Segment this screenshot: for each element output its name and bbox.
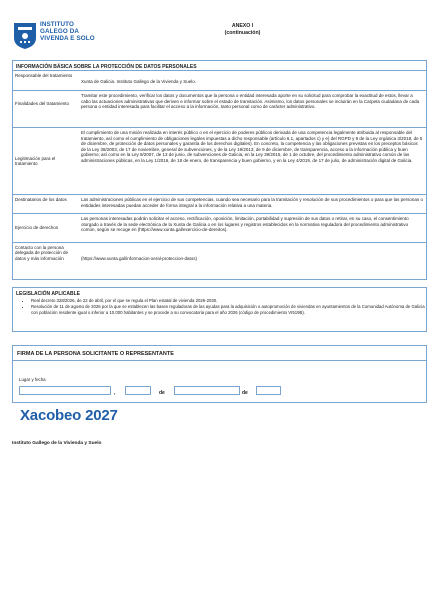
table-row (13, 214, 426, 243)
row-value: Tramitar este procedimiento, verificar los datos y documentos que la persona o entidad interesada aporte en su solicitud para comprobar la exactitud de estos, llevar a cabo las actuaciones administrativas que deriven e informar sobre el estado de tramitación. Asimismo, los datos personales se incluirán en la Carpeta ciudadana de cada persona o entidad interesada para facilitar el acceso a la información, tanto personal como de carácter administrativo. (81, 93, 420, 110)
row-value: (https://www.xunta.gal/informacion-xeral-proteccion-datos) (81, 256, 198, 261)
institution-logo (12, 20, 112, 50)
row-value: El cumplimiento de una misión realizada en interés público o en el ejercicio de poderes públicos derivada de una competencia legalmente atribuida al responsable del tratamiento, así como el cumplimiento de obligaciones legales impuestas a dicho responsable (artículo 6.1, apartados c) y e) del RGPD y 8 de la Ley orgánica 3/2018, de 5 de diciembre, de protección de datos personales y garantía de los derechos digitales). En concreto, la competencia y las obligaciones previstas en los preceptos básicos de la Ley 38/2003, de 17 de noviembre, general de subvenciones, y de la Ley 19/2013, de 9 de diciembre, de transparencia, acceso a la información pública y buen gobierno; así como en la Ley 9/2007, de 13 de junio, de subvenciones de Galicia, en la Ley 39/2015, de 1 de octubre, del procedimiento administrativo común de las administraciones públicas, en la Ley 1/2016, de 18 de enero, de transparencia y buen gobierno, y en la Ley 4/2019, de 17 de julio, de administración digital de Galicia. (81, 130, 423, 163)
data-protection-table (12, 60, 427, 280)
row-label: Ejercicio de derechos (15, 225, 59, 230)
signature-section (12, 345, 427, 403)
xacobeo-logo: Xacobeo 2027 (20, 407, 118, 424)
row-label: Contacto con la persona delegada de protección de datos y más información (15, 245, 69, 261)
row-value: Las personas interesadas podrán solicitar el acceso, rectificación, oposición, limitación, portabilidad y supresión de sus datos o retirar, en su caso, el consentimiento otorgado a través de la sede electrónica de la Xunta de Galicia o en los lugares y registros establecidos en la normativa reguladora del procedimiento administrativo común, según se recoge en (https://www.xunta.gal/exercicio-de-dereitos). (81, 216, 409, 233)
row-label: Finalidades del tratamiento (15, 101, 70, 106)
place-field[interactable] (19, 386, 111, 395)
logo-line: INSTITUTO (40, 21, 75, 28)
separator: de (242, 390, 248, 396)
logo-line: VIVENDA E SOLO (40, 35, 95, 43)
separator: de (159, 390, 165, 396)
table-row (13, 128, 426, 195)
separator: , (114, 390, 116, 396)
logo-text (40, 21, 120, 43)
data-protection-title: INFORMACIÓN BÁSICA SOBRE LA PROTECCIÓN DE DATOS PERSONALES (13, 61, 426, 71)
table-row (13, 91, 426, 128)
divider (13, 360, 426, 361)
logo-line: GALEGO DA (40, 28, 80, 36)
legislation-item: • Real decreto 328/2026, de 22 de abril, por el que se regula el Plan estatal de vivienda 2026-2030. (31, 298, 429, 303)
legislation-list (23, 298, 429, 316)
legislation-item: • Resolución de 11 de agosto de 2026 por la que se establecen las bases reguladoras de las ayudas para la adquisición o autopromoción de viviendas en ayuntamientos de la Comunidad Autónoma de Galicia con población residente igual o inferior a 10.000 habitantes y se procede a su convocatoria para el año 2026 (código de procedimiento VI519B). (31, 304, 429, 315)
legislation-title: LEGISLACIÓN APLICABLE (16, 291, 80, 297)
signature-title: FIRMA DE LA PERSONA SOLICITANTE O REPRESENTANTE (17, 351, 174, 357)
annex-title: ANEXO I (231, 23, 254, 29)
annex-subtitle: (continuación) (224, 30, 261, 36)
row-label: Legitimación para el tratamiento (15, 156, 56, 167)
footer-institution: Instituto Gallego de la Vivienda y Suelo (12, 441, 102, 446)
legislation-section (12, 287, 427, 332)
table-row (13, 71, 426, 91)
table-row (13, 195, 426, 214)
row-value: Xunta de Galicia. Instituto Gallego de la Vivienda y Suelo. (81, 79, 196, 84)
year-field[interactable] (256, 386, 281, 395)
annex-heading (180, 23, 305, 37)
table-row (13, 243, 426, 280)
row-label: Responsable del tratamiento (15, 73, 73, 78)
month-field[interactable] (174, 386, 240, 395)
coat-of-arms-icon (12, 20, 38, 50)
place-date-label: Lugar y fecha (19, 377, 46, 382)
row-label: Destinatarios de los datos (15, 197, 67, 202)
row-value: Las administraciones públicas en el ejercicio de sus competencias, cuando sea necesario para la tramitación y resolución de sus procedimientos o para que las personas o entidades interesadas puedan acceder de forma integral a la información relativa a una materia. (81, 197, 423, 208)
day-field[interactable] (125, 386, 151, 395)
